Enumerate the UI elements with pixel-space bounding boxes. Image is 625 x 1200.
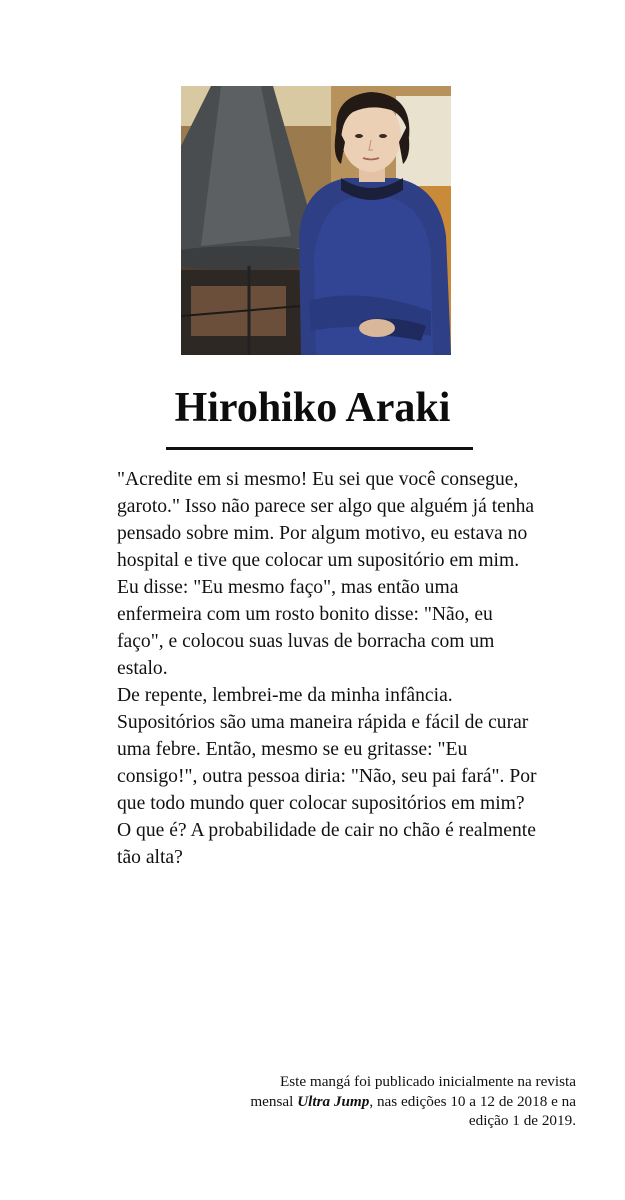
author-bio [117,466,537,871]
author-portrait-image [181,86,451,355]
publication-note [246,1072,576,1131]
bio-paragraph-2: De repente, lembrei-me da minha infância. Supositórios são uma maneira rápida e fácil de curar uma febre. Então, mesmo se eu gritasse: "Eu consigo!", outra pessoa diria: "Não, seu pai fará". Por que todo mundo quer colocar supositórios em mim? O que é? A probabilidade de cair no chão é realmente tão alta? [117,685,537,868]
publication-note-tail: , nas edições 10 a 12 de 2018 e na edição 1 de 2019. [369,1092,576,1129]
author-photo [181,86,451,355]
magazine-title: Ultra Jump [297,1092,370,1110]
title-divider [166,447,473,450]
publication-note-lead: Este mangá foi publicado inicialmente na revista mensal [250,1073,576,1110]
author-name: Hirohiko Araki [174,385,451,431]
bio-paragraph-1: "Acredite em si mesmo! Eu sei que você consegue, garoto." Isso não parece ser algo que alguém já tenha pensado sobre mim. Por algum motivo, eu estava no hospital e tive que colocar um supositório em mim. Eu disse: "Eu mesmo faço", mas então uma enfermeira com um rosto bonito disse: "Não, eu faço", e colocou suas luvas de borracha com um estalo. [117,469,535,679]
